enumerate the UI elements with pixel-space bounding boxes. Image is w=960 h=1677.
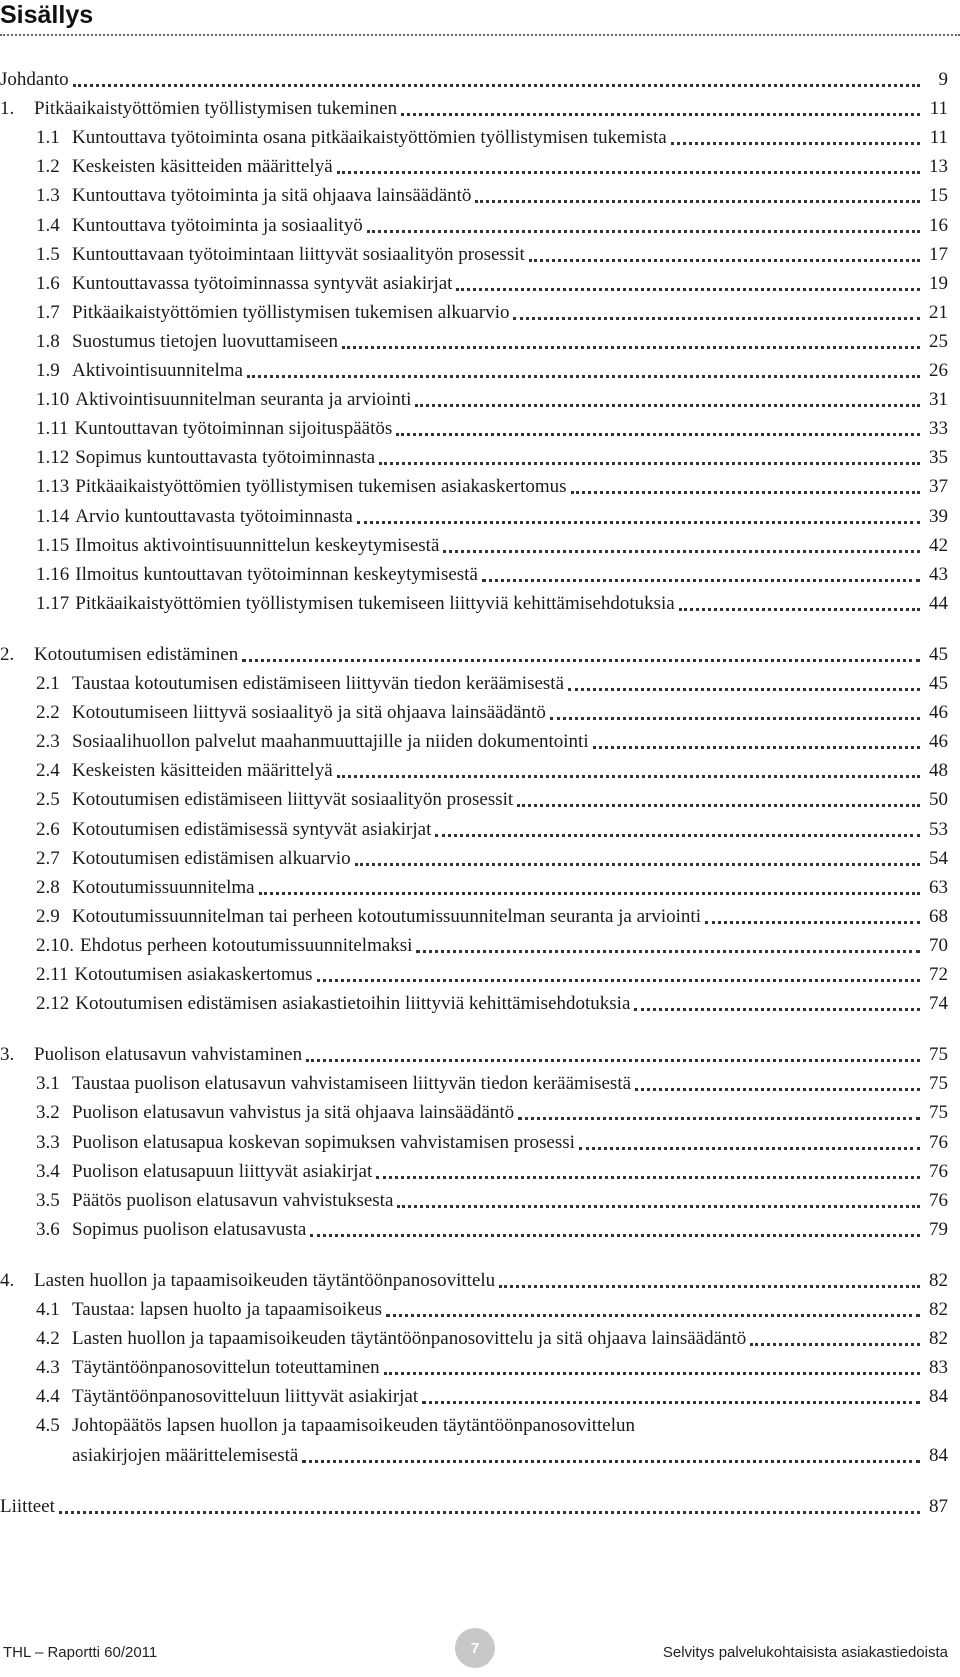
toc-entry-label (0, 1160, 374, 1184)
toc-page-number: 46 (929, 702, 948, 724)
toc-page-number: 82 (929, 1328, 948, 1350)
toc-entry-label (0, 243, 527, 267)
toc-entry[interactable] (0, 928, 948, 958)
toc-entry-number: 1.3 (36, 185, 60, 207)
toc-entry-title: Kuntouttava työtoiminta ja sosiaalityö (72, 214, 363, 236)
footer-publication: THL – Raportti 60/2011 (3, 1644, 158, 1661)
toc-entry-title: Pitkäaikaistyöttömien työllistymisen tukemisen alkuarvio (72, 301, 510, 323)
toc-entry[interactable] (0, 637, 948, 667)
dot-leader (310, 1234, 920, 1237)
dot-leader (247, 375, 920, 378)
toc-entry-title: Puolison elatusavun vahvistus ja sitä ohjaava lainsäädäntö (72, 1102, 515, 1124)
toc-entry[interactable] (0, 695, 948, 725)
dot-leader (379, 462, 920, 465)
toc-entry-title: Kotoutumisen edistämiseen liittyvät sosiaalityön prosessit (72, 789, 514, 811)
toc-entry-number: 1.7 (36, 301, 60, 323)
toc-entry-title: Pitkäaikaistyöttömien työllistymisen tukemisen asiakaskertomus (75, 476, 567, 498)
toc-entry-label (0, 1298, 384, 1322)
toc-entry-number: 2.2 (36, 702, 60, 724)
toc-entry-number: 2.1 (36, 673, 60, 694)
toc-entry-label (0, 359, 245, 383)
dot-leader (355, 863, 920, 866)
toc-entry-number: 2.4 (36, 760, 60, 782)
toc-entry[interactable] (0, 1183, 948, 1213)
toc-entry-title: Puolison elatusavun vahvistaminen (34, 1044, 303, 1066)
toc-entry-number: 1.13 (36, 476, 70, 498)
toc-entry[interactable] (0, 899, 948, 929)
toc-entry[interactable] (0, 957, 948, 987)
dot-leader (671, 142, 920, 145)
toc-entry[interactable] (0, 1350, 948, 1380)
toc-entry-number: 1.4 (36, 214, 60, 236)
dot-leader (367, 230, 920, 233)
toc-page-number: 33 (929, 418, 948, 440)
toc-entry-title: Arvio kuntouttavasta työtoiminnasta (75, 505, 353, 527)
toc-entry-title: Sosiaalihuollon palvelut maahanmuuttajille ja niiden dokumentointi (72, 731, 589, 753)
dot-leader (529, 259, 920, 262)
toc-entry[interactable] (0, 62, 948, 92)
toc-entry-title: Pitkäaikaistyöttömien työllistymisen tukemiseen liittyviä kehittämisehdotuksia (75, 592, 675, 614)
toc-entry-number: 3.6 (36, 1218, 60, 1240)
toc-entry[interactable] (0, 782, 948, 812)
toc-entry-number: 3.1 (36, 1073, 60, 1095)
toc-entry[interactable] (0, 149, 948, 179)
toc-entry[interactable] (0, 1095, 948, 1125)
toc-entry[interactable] (0, 753, 948, 783)
toc-entry-number: 2.6 (36, 818, 60, 840)
dot-leader (376, 1176, 920, 1179)
toc-entry-title: Aktivointisuunnitelman seuranta ja arviointi (75, 389, 412, 411)
dot-leader (482, 579, 920, 582)
toc-page-number: 11 (929, 98, 948, 120)
toc-page-number: 39 (929, 505, 948, 527)
toc-page-number: 53 (929, 818, 948, 840)
toc-entry-label (0, 592, 677, 616)
toc-entry-title: Puolison elatusapua koskevan sopimuksen vahvistamisen prosessi (72, 1131, 575, 1153)
toc-entry-label (0, 963, 315, 987)
dot-leader (679, 608, 920, 611)
toc-entry-number: 1.10 (36, 389, 70, 411)
dot-leader (456, 288, 920, 291)
toc-entry-title: Sopimus puolison elatusavusta (72, 1218, 307, 1240)
toc-entry-number: 2.9 (36, 905, 60, 927)
toc-page-number: 82 (929, 1269, 948, 1291)
toc-page-number: 70 (929, 934, 948, 956)
toc-entry-number: 2.11 (36, 964, 69, 985)
toc-entry[interactable] (0, 324, 948, 354)
toc-entry-title: Johtopäätös lapsen huollon ja tapaamisoikeuden täytäntöönpanosovittelun (72, 1415, 636, 1437)
dot-leader (259, 892, 920, 895)
toc-entry-label (0, 788, 515, 812)
dot-leader (550, 717, 920, 720)
toc-entry[interactable] (0, 295, 948, 325)
toc-entry-label (0, 272, 454, 296)
toc-entry-title: Täytäntöönpanosovitteluun liittyvät asiakirjat (72, 1386, 419, 1408)
toc-entry[interactable] (0, 528, 948, 558)
dot-leader (397, 1205, 920, 1208)
toc-page-number: 87 (929, 1495, 948, 1517)
dot-leader (384, 1372, 920, 1375)
toc-entry-title: Pitkäaikaistyöttömien työllistymisen tukeminen (34, 98, 398, 120)
toc-entry-number: 3. (0, 1044, 15, 1066)
toc-entry-title: Taustaa kotoutumisen edistämiseen liittyvän tiedon keräämisestä (72, 673, 565, 694)
dot-leader (635, 1088, 920, 1091)
toc-page-number: 72 (929, 964, 948, 985)
toc-entry[interactable] (0, 1438, 948, 1468)
toc-entry[interactable] (0, 841, 948, 871)
toc-page-number: 76 (929, 1131, 948, 1153)
page-footer (0, 1628, 960, 1668)
toc-entry[interactable] (0, 1379, 948, 1409)
toc-page-number: 83 (929, 1357, 948, 1379)
dot-leader (416, 950, 920, 953)
toc-entry-label (0, 330, 340, 354)
toc-page-number: 84 (929, 1444, 948, 1466)
toc-page-number: 21 (929, 301, 948, 323)
toc-entry-title: asiakirjojen määrittelemisestä (0, 1444, 300, 1468)
toc-entry-title: Kotoutumisen edistäminen (34, 643, 239, 665)
toc-entry[interactable] (0, 1489, 948, 1519)
toc-entry-label (0, 184, 473, 208)
toc-entry-label (0, 876, 257, 900)
toc-entry-title: Suostumus tietojen luovuttamiseen (72, 330, 338, 352)
toc-entry-number: 1.17 (36, 592, 70, 614)
toc-page-number: 76 (929, 1160, 948, 1182)
dot-leader (357, 521, 920, 524)
toc-entry-number: 1.16 (36, 563, 70, 585)
dot-leader (571, 491, 920, 494)
toc-entry[interactable] (0, 1408, 948, 1438)
toc-entry[interactable] (0, 870, 948, 900)
dot-leader (443, 550, 920, 553)
toc-page-number: 79 (929, 1218, 948, 1240)
dot-leader (401, 113, 920, 116)
toc-entry-label (0, 126, 669, 150)
toc-entry[interactable] (0, 469, 948, 499)
toc-entry-number: 3.4 (36, 1160, 60, 1182)
dot-leader (59, 1511, 920, 1514)
toc-entry[interactable] (0, 812, 948, 842)
toc-entry[interactable] (0, 1292, 948, 1322)
toc-page-number: 26 (929, 360, 948, 381)
toc-entry-number: 3.3 (36, 1131, 60, 1153)
toc-entry[interactable] (0, 440, 948, 470)
toc-entry-label (0, 701, 548, 725)
toc-page-number: 45 (929, 643, 948, 665)
toc-page-number: 17 (929, 243, 948, 265)
toc-entry[interactable] (0, 1212, 948, 1242)
toc-entry-label (0, 534, 441, 558)
toc-entry-title: Kuntouttava työtoiminta ja sitä ohjaava lainsäädäntö (72, 185, 472, 207)
toc-page-number: 45 (929, 673, 948, 694)
toc-entry-title: Kuntouttavaan työtoimintaan liittyvät sosiaalityön prosessit (72, 243, 525, 265)
dot-leader (518, 1117, 920, 1120)
toc-page-number: 37 (929, 476, 948, 498)
dot-leader (475, 200, 920, 203)
toc-entry-label (0, 1218, 308, 1242)
toc-entry-number: 1.9 (36, 360, 60, 381)
toc-entry-label (0, 1385, 420, 1409)
dot-leader (396, 433, 920, 436)
toc-page-number: 75 (929, 1073, 948, 1095)
toc-entry-title: Täytäntöönpanosovittelun toteuttaminen (72, 1357, 380, 1379)
toc-entry-number: 1.11 (36, 418, 69, 440)
toc-entry[interactable] (0, 91, 948, 121)
dot-leader (499, 1285, 920, 1288)
toc-entry-label (0, 68, 71, 92)
toc-entry-label (0, 563, 480, 587)
toc-entry[interactable] (0, 266, 948, 296)
page-number-badge: 7 (455, 1628, 495, 1668)
toc-page-number: 43 (929, 563, 948, 585)
toc-entry-title: Sopimus kuntouttavasta työtoiminnasta (75, 447, 376, 469)
toc-entry[interactable] (0, 557, 948, 587)
toc-entry-title: Keskeisten käsitteiden määrittelyä (72, 760, 333, 782)
toc-entry-title: Puolison elatusapuun liittyvät asiakirjat (72, 1160, 373, 1182)
toc-entry-label (0, 1327, 748, 1351)
toc-entry[interactable] (0, 411, 948, 441)
toc-page-number: 50 (929, 789, 948, 811)
toc-entry[interactable] (0, 120, 948, 150)
toc-entry-number: 2.8 (36, 876, 60, 898)
toc-entry-title: Taustaa puolison elatusavun vahvistamiseen liittyvän tiedon keräämisestä (72, 1073, 632, 1095)
toc-page-number: 11 (929, 127, 948, 149)
page-title: Sisällys (0, 1, 94, 29)
toc-entry-label (0, 417, 394, 441)
dot-leader (73, 84, 920, 87)
toc-page-number: 48 (929, 760, 948, 782)
toc-entry-label (0, 505, 355, 529)
toc-entry-number: 2.7 (36, 847, 60, 869)
dot-leader (306, 1059, 920, 1062)
toc-entry-number: 4.5 (36, 1415, 60, 1437)
dot-leader (422, 1401, 920, 1404)
toc-page-number: 15 (929, 185, 948, 207)
toc-entry-number: 1.2 (36, 156, 60, 178)
toc-entry-number: 4.2 (36, 1328, 60, 1350)
dot-leader (517, 804, 920, 807)
toc-entry-label (0, 1269, 497, 1293)
toc-entry-number: 4.4 (36, 1386, 60, 1408)
toc-page-number: 42 (929, 534, 948, 556)
toc-entry[interactable] (0, 1066, 948, 1096)
toc-entry-title: Kotoutumiseen liittyvä sosiaalityö ja sitä ohjaava lainsäädäntö (72, 702, 546, 724)
toc-page-number: 9 (938, 69, 948, 90)
toc-page-number: 84 (929, 1386, 948, 1408)
toc-entry[interactable] (0, 586, 948, 616)
toc-page-number: 82 (929, 1299, 948, 1320)
toc-entry-number: 4.3 (36, 1357, 60, 1379)
toc-page-number: 35 (929, 447, 948, 469)
toc-entry-number: 1.15 (36, 534, 70, 556)
toc-entry-label (0, 730, 591, 754)
toc-page-number: 31 (929, 389, 948, 411)
toc-entry-number: 4.1 (36, 1299, 60, 1320)
toc-entry[interactable] (0, 1037, 948, 1067)
toc-entry[interactable] (0, 353, 948, 383)
toc-entry-label (0, 992, 632, 1016)
toc-entry[interactable] (0, 986, 948, 1016)
dot-leader (513, 317, 920, 320)
toc-page-number: 25 (929, 330, 948, 352)
toc-entry-number: 1.1 (36, 127, 60, 149)
toc-entry-label (0, 1356, 382, 1380)
toc-entry-number: 4. (0, 1269, 15, 1291)
toc-entry-number: 1.14 (36, 505, 70, 527)
toc-entry-title: Keskeisten käsitteiden määrittelyä (72, 156, 333, 178)
toc-entry-number: 3.2 (36, 1102, 60, 1124)
toc-entry-number: 2.10. (36, 934, 74, 956)
toc-page-number: 74 (929, 993, 948, 1015)
toc-entry-number: 2.3 (36, 731, 60, 753)
toc-page-number: 68 (929, 905, 948, 927)
toc-entry-label (0, 1043, 304, 1067)
toc-page-number: 75 (929, 1044, 948, 1066)
toc-entry-label (0, 847, 353, 871)
toc-entry-number: 2.5 (36, 789, 60, 811)
dot-leader (705, 921, 920, 924)
dot-leader (568, 688, 920, 691)
toc-entry-number: 2.12 (36, 993, 70, 1015)
toc-entry-label (0, 301, 511, 325)
dot-leader (415, 404, 920, 407)
toc-entry-label (0, 446, 377, 470)
dot-leader (337, 171, 920, 174)
toc-entry[interactable] (0, 382, 948, 412)
toc-entry-title: Kotoutumissuunnitelma (72, 876, 255, 898)
toc-page-number: 44 (929, 592, 948, 614)
toc-entry-label (0, 97, 399, 121)
toc-page-number: 19 (929, 272, 948, 294)
toc-entry-title: Kotoutumisen edistämisen asiakastietoihin liittyviä kehittämisehdotuksia (75, 993, 631, 1015)
toc-entry-title: Kotoutumisen edistämisessä syntyvät asiakirjat (72, 818, 432, 840)
toc-entry-title: Lasten huollon ja tapaamisoikeuden täytäntöönpanosovittelu ja sitä ohjaava lainsäädäntö (72, 1328, 747, 1350)
dot-leader (337, 775, 920, 778)
toc-entry-label (0, 475, 569, 499)
toc-entry-label (0, 155, 335, 179)
toc-entry-title: Kotoutumissuunnitelman tai perheen kotoutumissuunnitelman seuranta ja arviointi (72, 905, 701, 927)
toc-entry-label (0, 905, 703, 929)
toc-entry-label (0, 1131, 577, 1155)
toc-entry-title: Aktivointisuunnitelma (72, 360, 243, 381)
toc-entry-label (0, 1101, 516, 1125)
footer-document-title: Selvitys palvelukohtaisista asiakastiedoista (662, 1644, 948, 1661)
toc-entry-title: Taustaa: lapsen huolto ja tapaamisoikeus (72, 1299, 382, 1320)
dot-leader (593, 746, 920, 749)
toc-entry[interactable] (0, 1154, 948, 1184)
toc-entry[interactable] (0, 724, 948, 754)
toc-entry-number: 1.5 (36, 243, 60, 265)
toc-entry-title: Kotoutumisen edistämisen alkuarvio (72, 847, 351, 869)
toc-entry[interactable] (0, 178, 948, 208)
toc-entry-number: 1.8 (36, 330, 60, 352)
toc-entry-label (0, 934, 414, 958)
toc-page-number: 75 (929, 1102, 948, 1124)
toc-page-number: 46 (929, 731, 948, 753)
toc-page-number: 13 (929, 156, 948, 178)
toc-entry-title: Ehdotus perheen kotoutumissuunnitelmaksi (80, 934, 413, 956)
toc-entry-label (0, 1414, 637, 1438)
toc-entry[interactable] (0, 1321, 948, 1351)
dot-leader (242, 659, 920, 662)
toc-entry-label (0, 1495, 57, 1519)
toc-entry-title: Ilmoitus aktivointisuunnittelun keskeytymisestä (75, 534, 440, 556)
toc-entry[interactable] (0, 237, 948, 267)
dot-leader (435, 834, 920, 837)
toc-page-number: 54 (929, 847, 948, 869)
toc-page-number: 16 (929, 214, 948, 236)
toc-entry-label (0, 388, 413, 412)
toc-entry-number: 1.6 (36, 272, 60, 294)
toc-entry-title: Lasten huollon ja tapaamisoikeuden täytäntöönpanosovittelu (34, 1269, 496, 1291)
toc-entry-title: Kotoutumisen asiakaskertomus (74, 964, 313, 985)
toc-entry-title: Kuntouttavassa työtoiminnassa syntyvät asiakirjat (72, 272, 453, 294)
toc-entry[interactable] (0, 1263, 948, 1293)
toc-entry[interactable] (0, 208, 948, 238)
toc-entry-number: 2. (0, 643, 15, 665)
toc-entry-label (0, 214, 365, 238)
dot-leader (386, 1314, 920, 1317)
dot-leader (302, 1460, 920, 1463)
toc-entry-title: Johdanto (0, 69, 69, 90)
toc-entry-title: Kuntouttavan työtoiminnan sijoituspäätös (74, 418, 393, 440)
dot-leader (579, 1147, 920, 1150)
toc-entry-title: Kuntouttava työtoiminta osana pitkäaikaistyöttömien työllistymisen tukemista (72, 127, 667, 149)
dot-leader (317, 979, 920, 982)
dot-leader (342, 346, 920, 349)
toc-entry-label (0, 1189, 395, 1213)
toc-entry-title: Päätös puolison elatusavun vahvistuksesta (72, 1189, 394, 1211)
toc-entry-title: Liitteet (0, 1495, 55, 1517)
toc-entry[interactable] (0, 666, 948, 696)
toc-entry-number: 1.12 (36, 447, 70, 469)
dot-leader (634, 1008, 920, 1011)
toc-page-number: 76 (929, 1189, 948, 1211)
toc-entry-label (0, 643, 240, 667)
toc-entry-number: 3.5 (36, 1189, 60, 1211)
dot-leader (750, 1343, 920, 1346)
toc-entry[interactable] (0, 499, 948, 529)
toc-entry-number: 1. (0, 98, 15, 120)
toc-entry-title: Ilmoitus kuntouttavan työtoiminnan keskeytymisestä (75, 563, 478, 585)
toc-page-number: 63 (929, 876, 948, 898)
toc-entry-label (0, 759, 335, 783)
toc-entry-label (0, 1072, 633, 1096)
toc-entry[interactable] (0, 1125, 948, 1155)
toc-entry-label (0, 818, 433, 842)
toc-entry-label (0, 672, 566, 696)
